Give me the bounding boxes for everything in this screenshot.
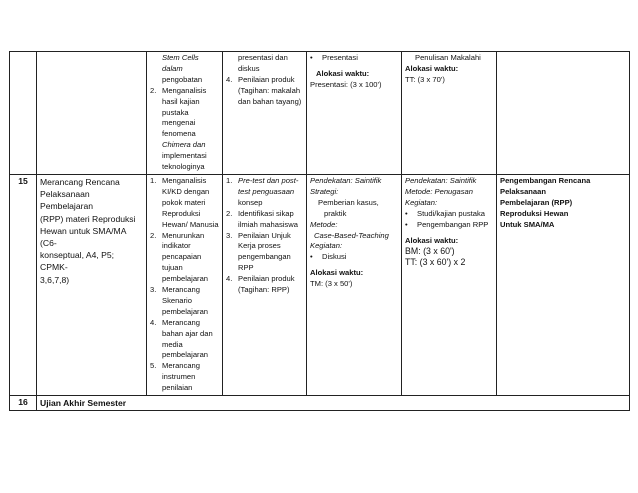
cell-output-empty (497, 52, 630, 175)
cell-tasks: Pendekatan: Saintifik Metode: Penugasan Kegiatan: • Studi/kajian pustaka • Pengembangan RPP Alokasi waktu: BM: (3 x 60') TT: (3 x 60') x 2 (402, 174, 497, 395)
cell-indicators-continued (147, 52, 223, 175)
row-number: 15 (10, 174, 37, 395)
list-item: 5. Merancang instrumen penilaian (150, 361, 200, 393)
cell-number-empty (10, 52, 37, 175)
list-item: 3. Merancang Skenario pembelajaran (150, 285, 209, 316)
cell-exam-title: Ujian Akhir Semester (37, 396, 630, 411)
list-item: 2. Menganalisis hasil kajian pustaka mengenai fenomena Chimera dan implementasi teknologinya (150, 85, 207, 172)
cell-assessment (223, 174, 307, 395)
bullet-icon: • (310, 53, 313, 62)
bullet-icon: • (405, 219, 408, 229)
list-item: • Diskusi (310, 252, 347, 262)
list-item: • Pengembangan RPP (405, 219, 489, 229)
bullet-icon: • (405, 208, 408, 218)
cell-output: Pengembangan Rencana Pelaksanaan Pembelajaran (RPP) Reproduksi Hewan Untuk SMA/MA (497, 174, 630, 395)
cell-topic: Merancang Rencana Pelaksanaan Pembelajaran (RPP) materi Reproduksi Hewan untuk SMA/MA (C6- konseptual, A4, P5; CPMK- 3,6,7,8) (37, 174, 147, 395)
cell-topic-empty (37, 52, 147, 175)
table-row-continued (10, 52, 630, 175)
list-item: 1. Pre-test dan post- test penguasaan konsep (226, 175, 299, 207)
list-item: 4. Penilaian produk (Tagihan: makalah dan bahan tayang) (226, 74, 302, 106)
table-row-15 (10, 174, 630, 395)
list-item: 2. Identifikasi sikap ilmiah mahasiswa (226, 208, 298, 229)
list-item: 1. Menganalisis KI/KD dengan pokok materi Reproduksi Hewan/ Manusia (150, 175, 219, 229)
list-item: • Studi/kajian pustaka (405, 208, 485, 218)
indicator-cont-line: pengobatan (162, 74, 203, 84)
row-number: 16 (10, 396, 37, 411)
list-item: • Presentasi (310, 53, 358, 62)
table-row-16 (10, 396, 630, 411)
cell-indicators (147, 174, 223, 395)
list-item: 4. Penilaian produk (Tagihan: RPP) (226, 274, 295, 295)
list-item: 2. Menurunkan indikator pencapaian tujuan pembelajaran (150, 230, 209, 284)
cell-assessment-continued: presentasi dan diskus 4. Penilaian produk (Tagihan: makalah dan bahan tayang) (223, 52, 307, 175)
list-item: 3. Penilaian Unjuk Kerja proses pengembangan RPP (226, 230, 291, 273)
indicator-cont-line: Stem Cells dalam (162, 53, 199, 73)
list-item: 4. Merancang bahan ajar dan media pembelajaran (150, 317, 213, 360)
cell-method-continued: • Presentasi Alokasi waktu: Presentasi: (3 x 100') (307, 52, 402, 175)
syllabus-table (9, 51, 630, 411)
cell-tasks-continued: Penulisan Makalahi Alokasi waktu: TT: (3 x 70') (402, 52, 497, 175)
bullet-icon: • (310, 252, 313, 262)
cell-method: Pendekatan: Saintifik Strategi: Pemberian kasus, praktik Metode: Case-Based-Teaching Kegiatan: • Diskusi Alokasi waktu: TM: (3 x 50') (307, 174, 402, 395)
